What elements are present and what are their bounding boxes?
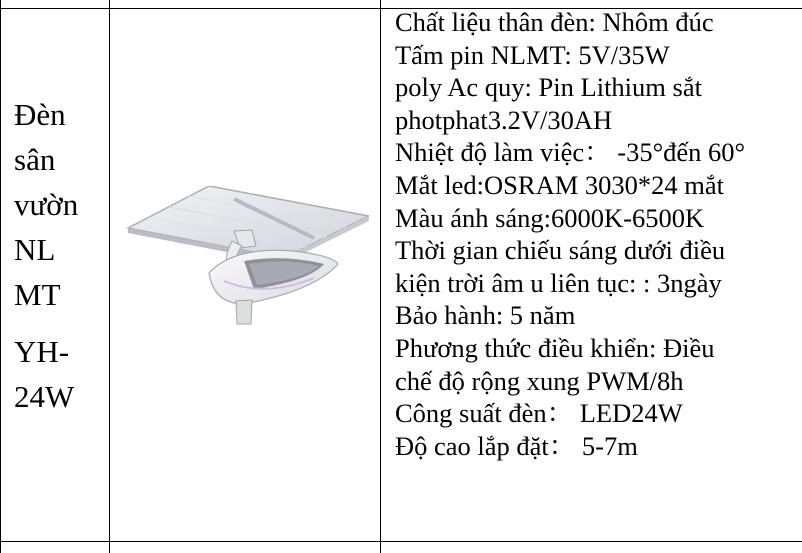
spec-line: Công suất đèn： LED24W (395, 398, 683, 429)
spec-list (395, 6, 800, 462)
spec-line: Tấm pin NLMT: 5V/35W (395, 39, 670, 70)
spec-line: kiện trời âm u liên tục: : 3ngày (395, 267, 722, 298)
spec-line: Phương thức điều khiển: Điều (395, 332, 715, 363)
product-image (124, 186, 369, 331)
product-name-line: Đèn (14, 97, 66, 132)
spec-line: chế độ rộng xung PWM/8h (395, 365, 684, 396)
spec-line: Nhiệt độ làm việc： -35°đến 60° (395, 137, 746, 168)
spec-line: Độ cao lắp đặt： 5-7m (395, 430, 638, 461)
column-border-1 (109, 0, 110, 553)
spec-line: poly Ac quy: Pin Lithium sắt (395, 72, 702, 103)
column-border-2 (380, 0, 381, 553)
spec-line: photphat3.2V/30AH (395, 104, 613, 135)
row-border-bottom (0, 541, 802, 542)
spec-line: Thời gian chiếu sáng dưới điều (395, 235, 726, 266)
column-border-left (0, 0, 1, 553)
product-name-line: NL (14, 232, 56, 267)
spec-line: Mắt led:OSRAM 3030*24 mắt (395, 169, 725, 200)
model-line: YH- (14, 334, 70, 369)
product-name-line: vườn (14, 187, 79, 222)
spec-line: Bảo hành: 5 năm (395, 300, 576, 331)
product-name-cell (14, 92, 108, 419)
model-line: 24W (14, 379, 75, 414)
spec-line: Màu ánh sáng:6000K-6500K (395, 202, 705, 233)
product-name-line: sân (14, 142, 56, 177)
product-name-line: MT (14, 277, 61, 312)
spec-line: Chất liệu thân đèn: Nhôm đúc (395, 7, 714, 37)
solar-garden-light-icon (124, 186, 369, 331)
